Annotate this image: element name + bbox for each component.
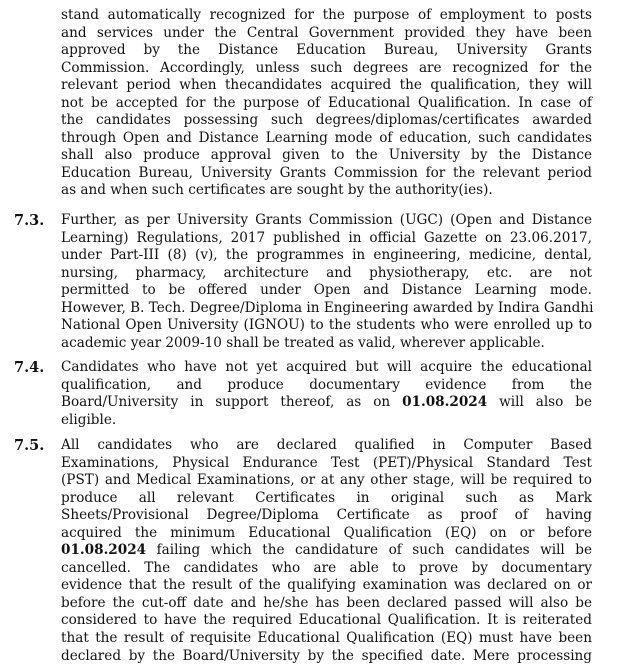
text-line: produce all relevant Certificates in original such as Mark — [61, 489, 592, 506]
text-run: will also be — [487, 394, 592, 411]
cutoff-date: 01.08.2024 — [402, 394, 488, 411]
section-text — [61, 212, 592, 352]
text-line — [61, 542, 592, 560]
section-text — [61, 437, 592, 665]
text-line: Examinations, Physical Endurance Test (PET)/Physical Standard Test — [61, 454, 592, 471]
text-line: (PST) and Medical Examinations, or at any other stage, will be required to — [61, 472, 592, 489]
text-line: eligible. — [61, 411, 117, 428]
text-line: National Open University (IGNOU) to the students who were enrolled up to — [61, 317, 592, 334]
text-line: Candidates who have not yet acquired but will acquire the educational — [61, 359, 592, 375]
text-line: evidence that the result of the qualifying examination was declared on or — [61, 577, 592, 594]
text-line: under Part-III (8) (v), the programmes in engineering, medicine, dental, — [61, 247, 592, 264]
text-line: declared by the Board/University by the specified date. Mere processing — [61, 647, 592, 664]
text-line: Further, as per University Grants Commission (UGC) (Open and Distance — [61, 212, 592, 228]
text-line: Learning) Regulations, 2017 published in official Gazette on 23.06.2017, — [61, 229, 592, 246]
text-run: Board/University in support thereof, as on — [61, 394, 403, 411]
text-line: approved by the Distance Education Bureau, University Grants — [61, 42, 592, 59]
text-line: Sheets/Provisional Degree/Diploma Certificate as proof of having — [61, 507, 592, 524]
text-line: Education Bureau, University Grants Commission for the relevant period — [61, 164, 592, 181]
text-line: nursing, pharmacy, architecture and physiotherapy, etc. are not — [61, 264, 592, 281]
text-line: All candidates who are declared qualified in Computer Based — [61, 437, 592, 453]
text-line: and services under the Central Government provided they have been — [61, 24, 592, 41]
text-line: permitted to be offered under Open and Distance Learning mode. — [61, 282, 592, 299]
text-line: cancelled. The candidates who are able to prove by documentary — [61, 559, 592, 576]
section-number: 7.3. — [14, 212, 45, 229]
text-line: stand automatically recognized for the purpose of employment to posts — [61, 7, 592, 23]
text-line: that the result of requisite Educational Qualification (EQ) must have been — [61, 630, 592, 647]
text-line: shall also produce approval given to the University by the Distance — [61, 147, 592, 164]
cutoff-date: 01.08.2024 — [61, 542, 147, 559]
text-line: as and when such certificates are sought by the authority(ies). — [61, 182, 493, 199]
text-line: However, B. Tech. Degree/Diploma in Engineering awarded by Indira Gandhi — [61, 299, 594, 316]
text-line: acquired the minimum Educational Qualification (EQ) on or before — [61, 524, 592, 541]
text-line: considered to have the required Educational Qualification. It is reiterated — [61, 612, 592, 629]
text-line — [61, 394, 592, 412]
section-number: 7.4. — [14, 359, 45, 376]
text-line: before the cut-off date and he/she has been declared passed will also be — [61, 594, 592, 611]
text-line: the candidates possessing such degrees/diplomas/certificates awarded — [61, 112, 592, 129]
text-run: failing which the candidature of such candidates will be — [146, 542, 592, 559]
continuation-text — [61, 7, 592, 200]
text-line: qualification, and produce documentary evidence from the — [61, 376, 592, 393]
section-text — [61, 359, 592, 429]
text-line: Commission. Accordingly, unless such degrees are recognized for the — [61, 59, 592, 76]
text-line: relevant period when thecandidates acquired the qualification, they will — [61, 77, 592, 94]
section-number: 7.5. — [14, 437, 45, 454]
text-line: through Open and Distance Learning mode of education, such candidates — [61, 129, 592, 146]
text-line: academic year 2009-10 shall be treated as valid, wherever applicable. — [61, 334, 545, 351]
text-line: not be accepted for the purpose of Educational Qualification. In case of — [61, 94, 592, 111]
